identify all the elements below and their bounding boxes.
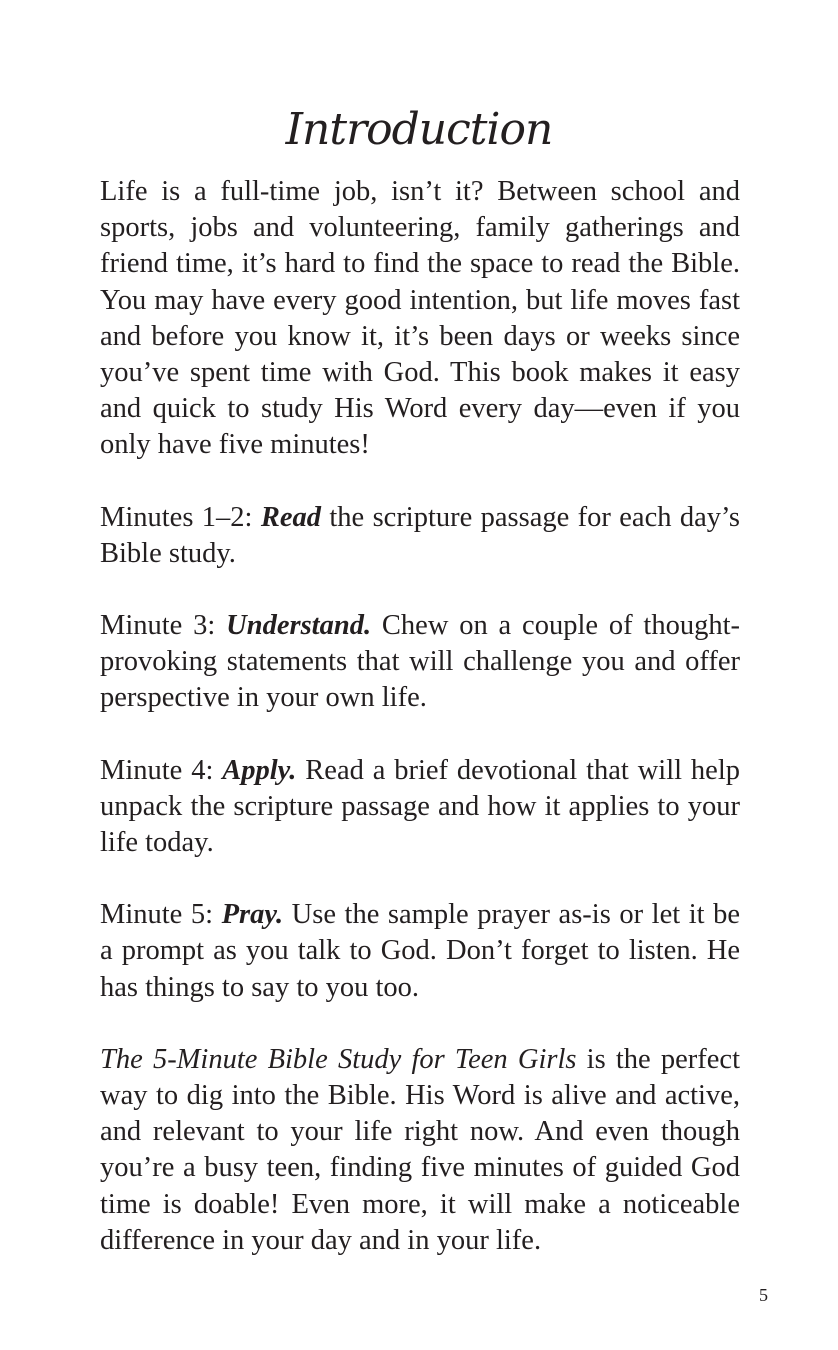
step-description: Read a brief devotional that will help unpack the scripture passage and how it applies to your life today. bbox=[100, 754, 740, 859]
step-paragraph-apply bbox=[100, 753, 740, 862]
page-number: 5 bbox=[759, 1285, 768, 1305]
step-keyword: Understand. bbox=[226, 610, 372, 642]
step-paragraph-pray bbox=[100, 897, 740, 1006]
body-text bbox=[100, 174, 740, 1259]
step-paragraph-read bbox=[100, 500, 740, 572]
step-description: Use the sample prayer as-is or let it be a prompt as you talk to God. Don’t forget to listen. He has things to say to you too. bbox=[100, 899, 740, 1003]
step-prefix: Minute 4: bbox=[100, 754, 223, 786]
page-title: Introduction bbox=[285, 104, 553, 155]
step-description: Chew on a couple of thought-provoking statements that will challenge you and offer perspective in your own life. bbox=[100, 610, 740, 714]
step-keyword: Pray. bbox=[221, 899, 284, 931]
step-description: the scripture passage for each day’s Bible study. bbox=[100, 501, 741, 569]
step-paragraph-understand bbox=[100, 608, 740, 717]
step-prefix: Minute 5: bbox=[100, 899, 222, 931]
closing-text: is the perfect way to dig into the Bible. His Word is alive and active, and relevant to your life right now. And even though you’re a busy teen, finding five minutes of guided God time is doable! Even more, it will make a noticeable difference in your day and in your life. bbox=[100, 1043, 740, 1256]
step-prefix: Minute 3: bbox=[100, 610, 227, 642]
intro-paragraph: Life is a full-time job, isn’t it? Between school and sports, jobs and volunteering, family gatherings and friend time, it’s hard to find the space to read the Bible. You may have every good intention, but life moves fast and before you know it, it’s been days or weeks since you’ve spent time with God. This book makes it easy and quick to study His Word every day—even if you only have five minutes! bbox=[100, 176, 740, 461]
closing-paragraph bbox=[100, 1042, 740, 1259]
step-keyword: Read bbox=[260, 501, 322, 533]
book-title: The 5-Minute Bible Study for Teen Girls bbox=[100, 1043, 577, 1075]
step-keyword: Apply. bbox=[222, 754, 297, 786]
step-prefix: Minutes 1–2: bbox=[100, 501, 261, 533]
